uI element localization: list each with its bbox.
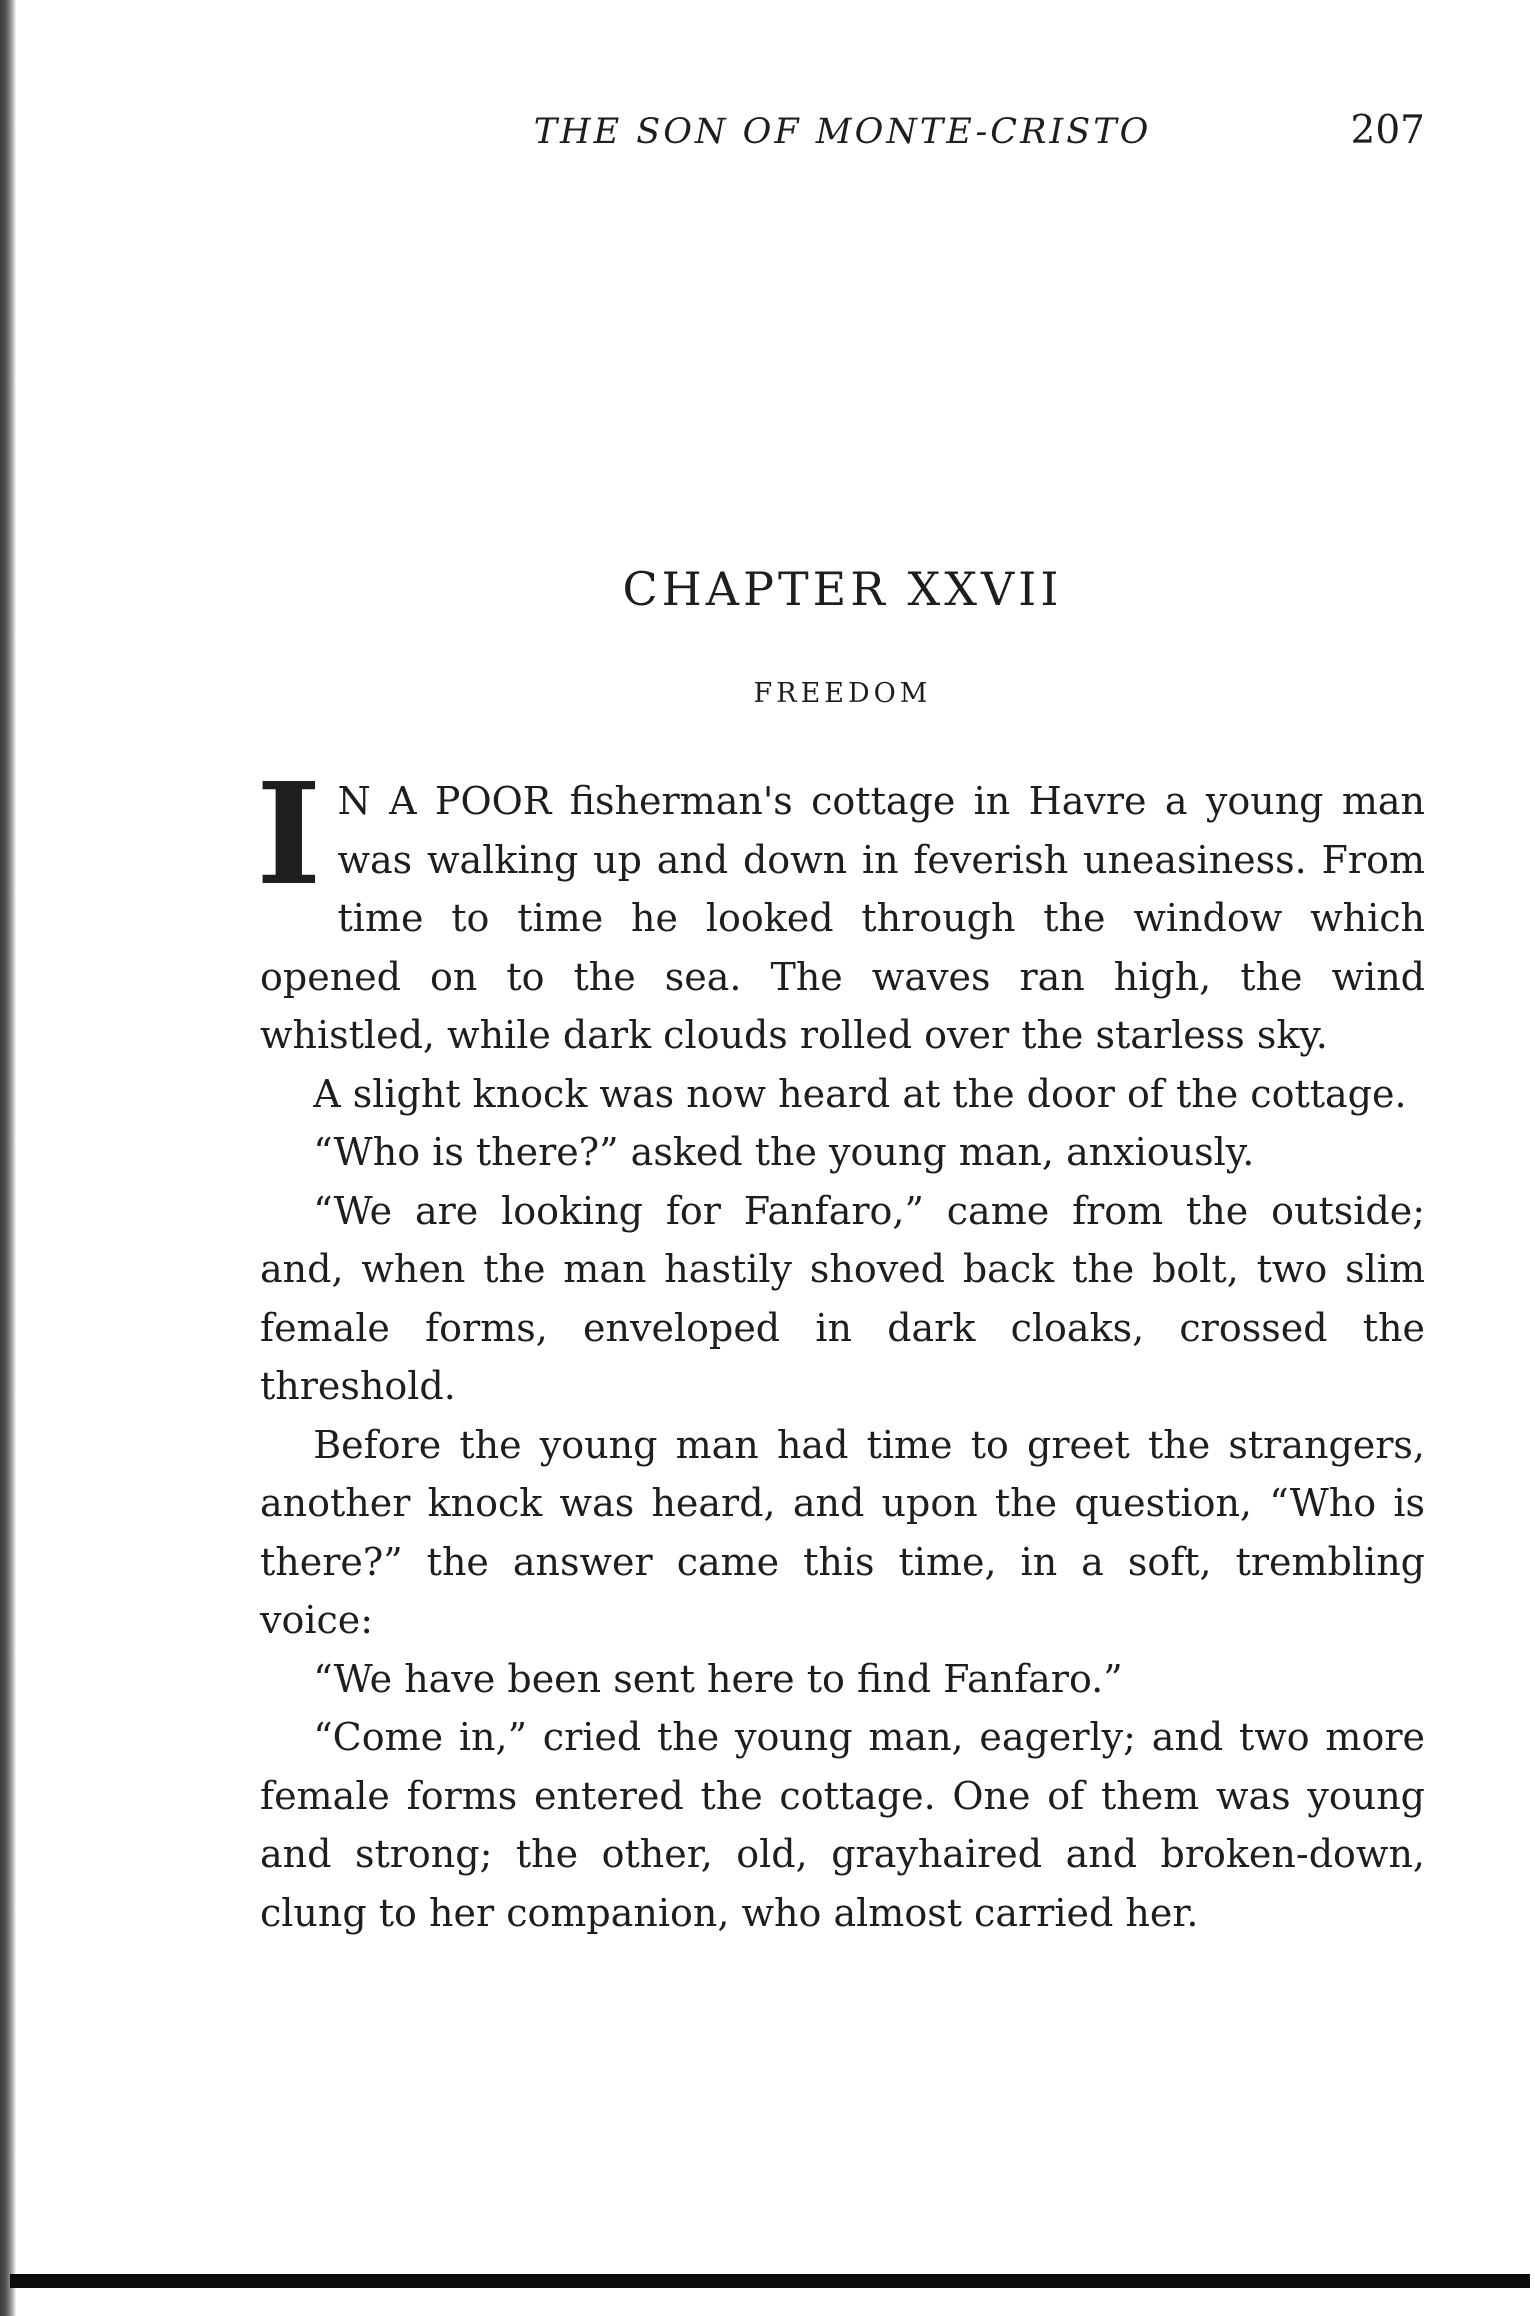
paragraph-1-text: N A POOR fisherman's cottage in Havre a young man was walking up and down in feverish uneasiness. From time to time he looked through the window which opened on to the sea. The waves ran high, the wind whistled, while dark clouds rolled over the starless sky. — [260, 779, 1425, 1057]
paragraph-7: “Come in,” cried the young man, eagerly; and two more female forms entered the cottage. One of them was young and strong; the other, old, grayhaired and broken-down, clung to her companion, who almost carried her. — [260, 1715, 1425, 1935]
page-binding-edge — [0, 0, 16, 2316]
paragraph-3: “Who is there?” asked the young man, anxiously. — [313, 1130, 1255, 1174]
paragraph-6: “We have been sent here to find Fanfaro.” — [313, 1656, 1123, 1701]
paragraph-5: Before the young man had time to greet the strangers, another knock was heard, and upon the question, “Who is there?” the answer came this time, in a soft, trembling voice: — [260, 1422, 1425, 1642]
running-title: THE SON OF MONTE-CRISTO — [533, 112, 1152, 152]
drop-cap: I — [256, 753, 322, 917]
running-head — [260, 104, 1425, 164]
page-number: 207 — [1350, 108, 1425, 153]
paragraph-1 — [256, 753, 1425, 1065]
paragraph-4: “We are looking for Fanfaro,” came from the outside; and, when the man hastily shoved back the bolt, two slim female forms, enveloped in dark cloaks, crossed the threshold. — [260, 1188, 1425, 1408]
paragraph-2: A slight knock was now heard at the door of the cottage. — [313, 1071, 1407, 1116]
section-title: FREEDOM — [753, 678, 932, 709]
body-text — [256, 753, 1425, 1942]
chapter-title: CHAPTER XXVII — [622, 562, 1063, 616]
bottom-rule — [10, 2274, 1530, 2288]
